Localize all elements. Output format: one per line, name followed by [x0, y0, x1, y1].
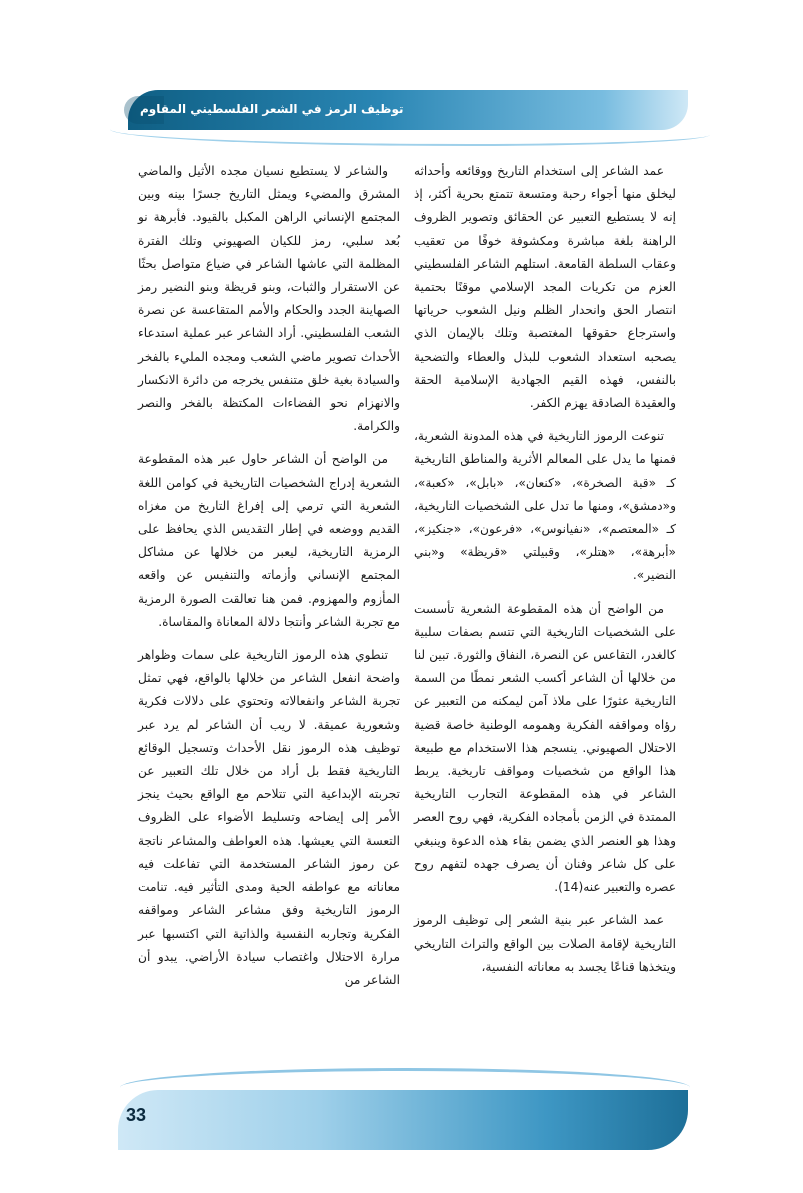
paragraph: والشاعر لا يستطيع نسيان مجده الأثيل والماضي المشرق والمضيء ويمثل التاريخ جسرًا بينه وبين المجتمع الإنساني الراهن المكبل بالقيود. فأبرهة نو بُعد سلبي، رمز للكيان الصهيوني وتلك الفترة المظلمة التي عاشها الشاعر في ضياع متواصل بحثًا عن الاستقرار والثبات، وبنو قريظة وبنو النضير رمز الصهاينة الجدد والحكام والأمم المتقاعسة عن نصرة الشعب الفلسطيني. أراد الشاعر عبر عملية استدعاء الأحداث تصوير ماضي الشعب ومجده المليء بالفخر والسيادة بغية خلق متنفس يخرجه من دائرة الانكسار والانهزام نحو الفضاءات المكتظة بالفخر والنصر والكرامة.	[138, 164, 400, 434]
footer-band	[118, 1090, 688, 1150]
paragraph: تنطوي هذه الرموز التاريخية على سمات وظواهر واضحة انفعل الشاعر من خلالها بالواقع، فهي تمثل تجربة الشاعر وانفعالاته وتحتوي على دلالات فكرية وشعورية عميقة. لا ريب أن الشاعر لم يرد عبر توظيف هذه الرموز نقل الأحداث وتسجيل الوقائع التاريخية فقط بل أراد من خلال تلك التعبير عن تجربته الإبداعية التي تتلاحم مع الواقع بحيث ينجز الأمر إلى إيضاحه وتسليط الأضواء على الظروف التعسة التي يعيشها. هذه العواطف والمشاعر ناتجة عن رموز الشاعر المستخدمة التي تفاعلت فيه معاناته مع عواطفه الحية ومدى التأثير فيه. تنامت الرموز التاريخية وفق مشاعر الشاعر ومواقفه الفكرية وتجاربه النفسية والذاتية التي اكتسبها عبر مرارة الاحتلال واغتصاب سيادة الأراضي. يبدو أن الشاعر من	[138, 648, 400, 987]
page-number: 33	[126, 1105, 147, 1125]
paragraph: تنوعت الرموز التاريخية في هذه المدونة الشعرية، فمنها ما يدل على المعالم الأثرية والمناطق التاريخية كـ «قبة الصخرة»، «كنعان»، «بابل»، «كعبة»، و«دمشق»، ومنها ما تدل على الشخصيات التاريخية، كـ «المعتصم»، «نفيانوس»، «فرعون»، «جنكيز»، «أبرهة»، «هتلر»، وقبيلتي «قريظة» و«بني النضير».	[414, 429, 676, 583]
running-header-title: توظيف الرمز في الشعر الفلسطيني المقاوم	[140, 102, 404, 116]
paragraph: عمد الشاعر إلى استخدام التاريخ ووقائعه وأحداثه ليخلق منها أجواء رحبة ومتسعة تتمتع بحرية أكثر، إذ إنه لا يستطيع التعبير عن الحقائق وتصوير الظروف الراهنة بلغة مباشرة ومكشوفة خوفًا من تعقيب وعقاب السلطة القامعة. استلهم الشاعر الفلسطيني العزم من تكريات المجد الإسلامي موقنًا بحتمية انتصار الحق وانحدار الظلم ونيل الشعوب حرياتها واسترجاع حقوقها المغتصبة وتلك بالإيمان الذي يصحبه استعداد الشعوب للبذل والعطاء والتضحية بالنفس، فهذه القيم الجهادية الإسلامية الحقة والعقيدة الصادقة يهزم الكفر.	[414, 164, 676, 411]
paragraph: من الواضح أن الشاعر حاول عبر هذه المقطوعة الشعرية إدراج الشخصيات التاريخية في كوامن اللغة الشعرية التي ترمي إلى إفراغ التاريخ من مغزاه القديم ووضعه في إطار التقديس الذي يحافظ على الرمزية التاريخية، ليعبر من خلالها عن مشاكل المجتمع الإنساني وأزماته والتنفيس عن واقعه المأزوم والمهزوم. فمن هنا تعالقت الصورة الرمزية مع تجربة الشاعر وأنتجا دلالة المعاناة والمقاساة.	[138, 452, 400, 629]
text-column-left	[138, 160, 400, 1002]
paragraph: عمد الشاعر عبر بنية الشعر إلى توظيف الرموز التاريخية لإقامة الصلات بين الواقع والتراث التاريخي ويتخذها قناعًا يجسد به معاناته النفسية،	[414, 913, 676, 974]
paragraph: من الواضح أن هذه المقطوعة الشعرية تأسست على الشخصيات التاريخية التي تتسم بصفات سلبية كالغدر، التقاعس عن النصرة، النفاق والثورة. تبين لنا من خلالها أن الشاعر أكسب الشعر نمطًا من السمة التاريخية عثورًا على ملاذ آمن ليمكنه من التعبير عن رؤاه ومواقفه الفكرية وهمومه الوطنية خاصة قضية الاحتلال الصهيوني. ينسجم هذا الاستخدام مع طبيعة هذا الواقع من شخصيات ومواقف تاريخية. يربط الشاعر في هذه المقطوعة التجارب التاريخية الممتدة في الزمن بأمجاده الفكرية، فهي روح العصر وهذا هو العنصر الذي يضمن بقاء هذه الدعوة وينبغي على كل شاعر وفنان أن يصرف جهده لتفهم روح عصره والتعبير عنه(14).	[414, 601, 676, 895]
header-decoration	[110, 118, 710, 146]
text-column-right	[414, 160, 676, 989]
